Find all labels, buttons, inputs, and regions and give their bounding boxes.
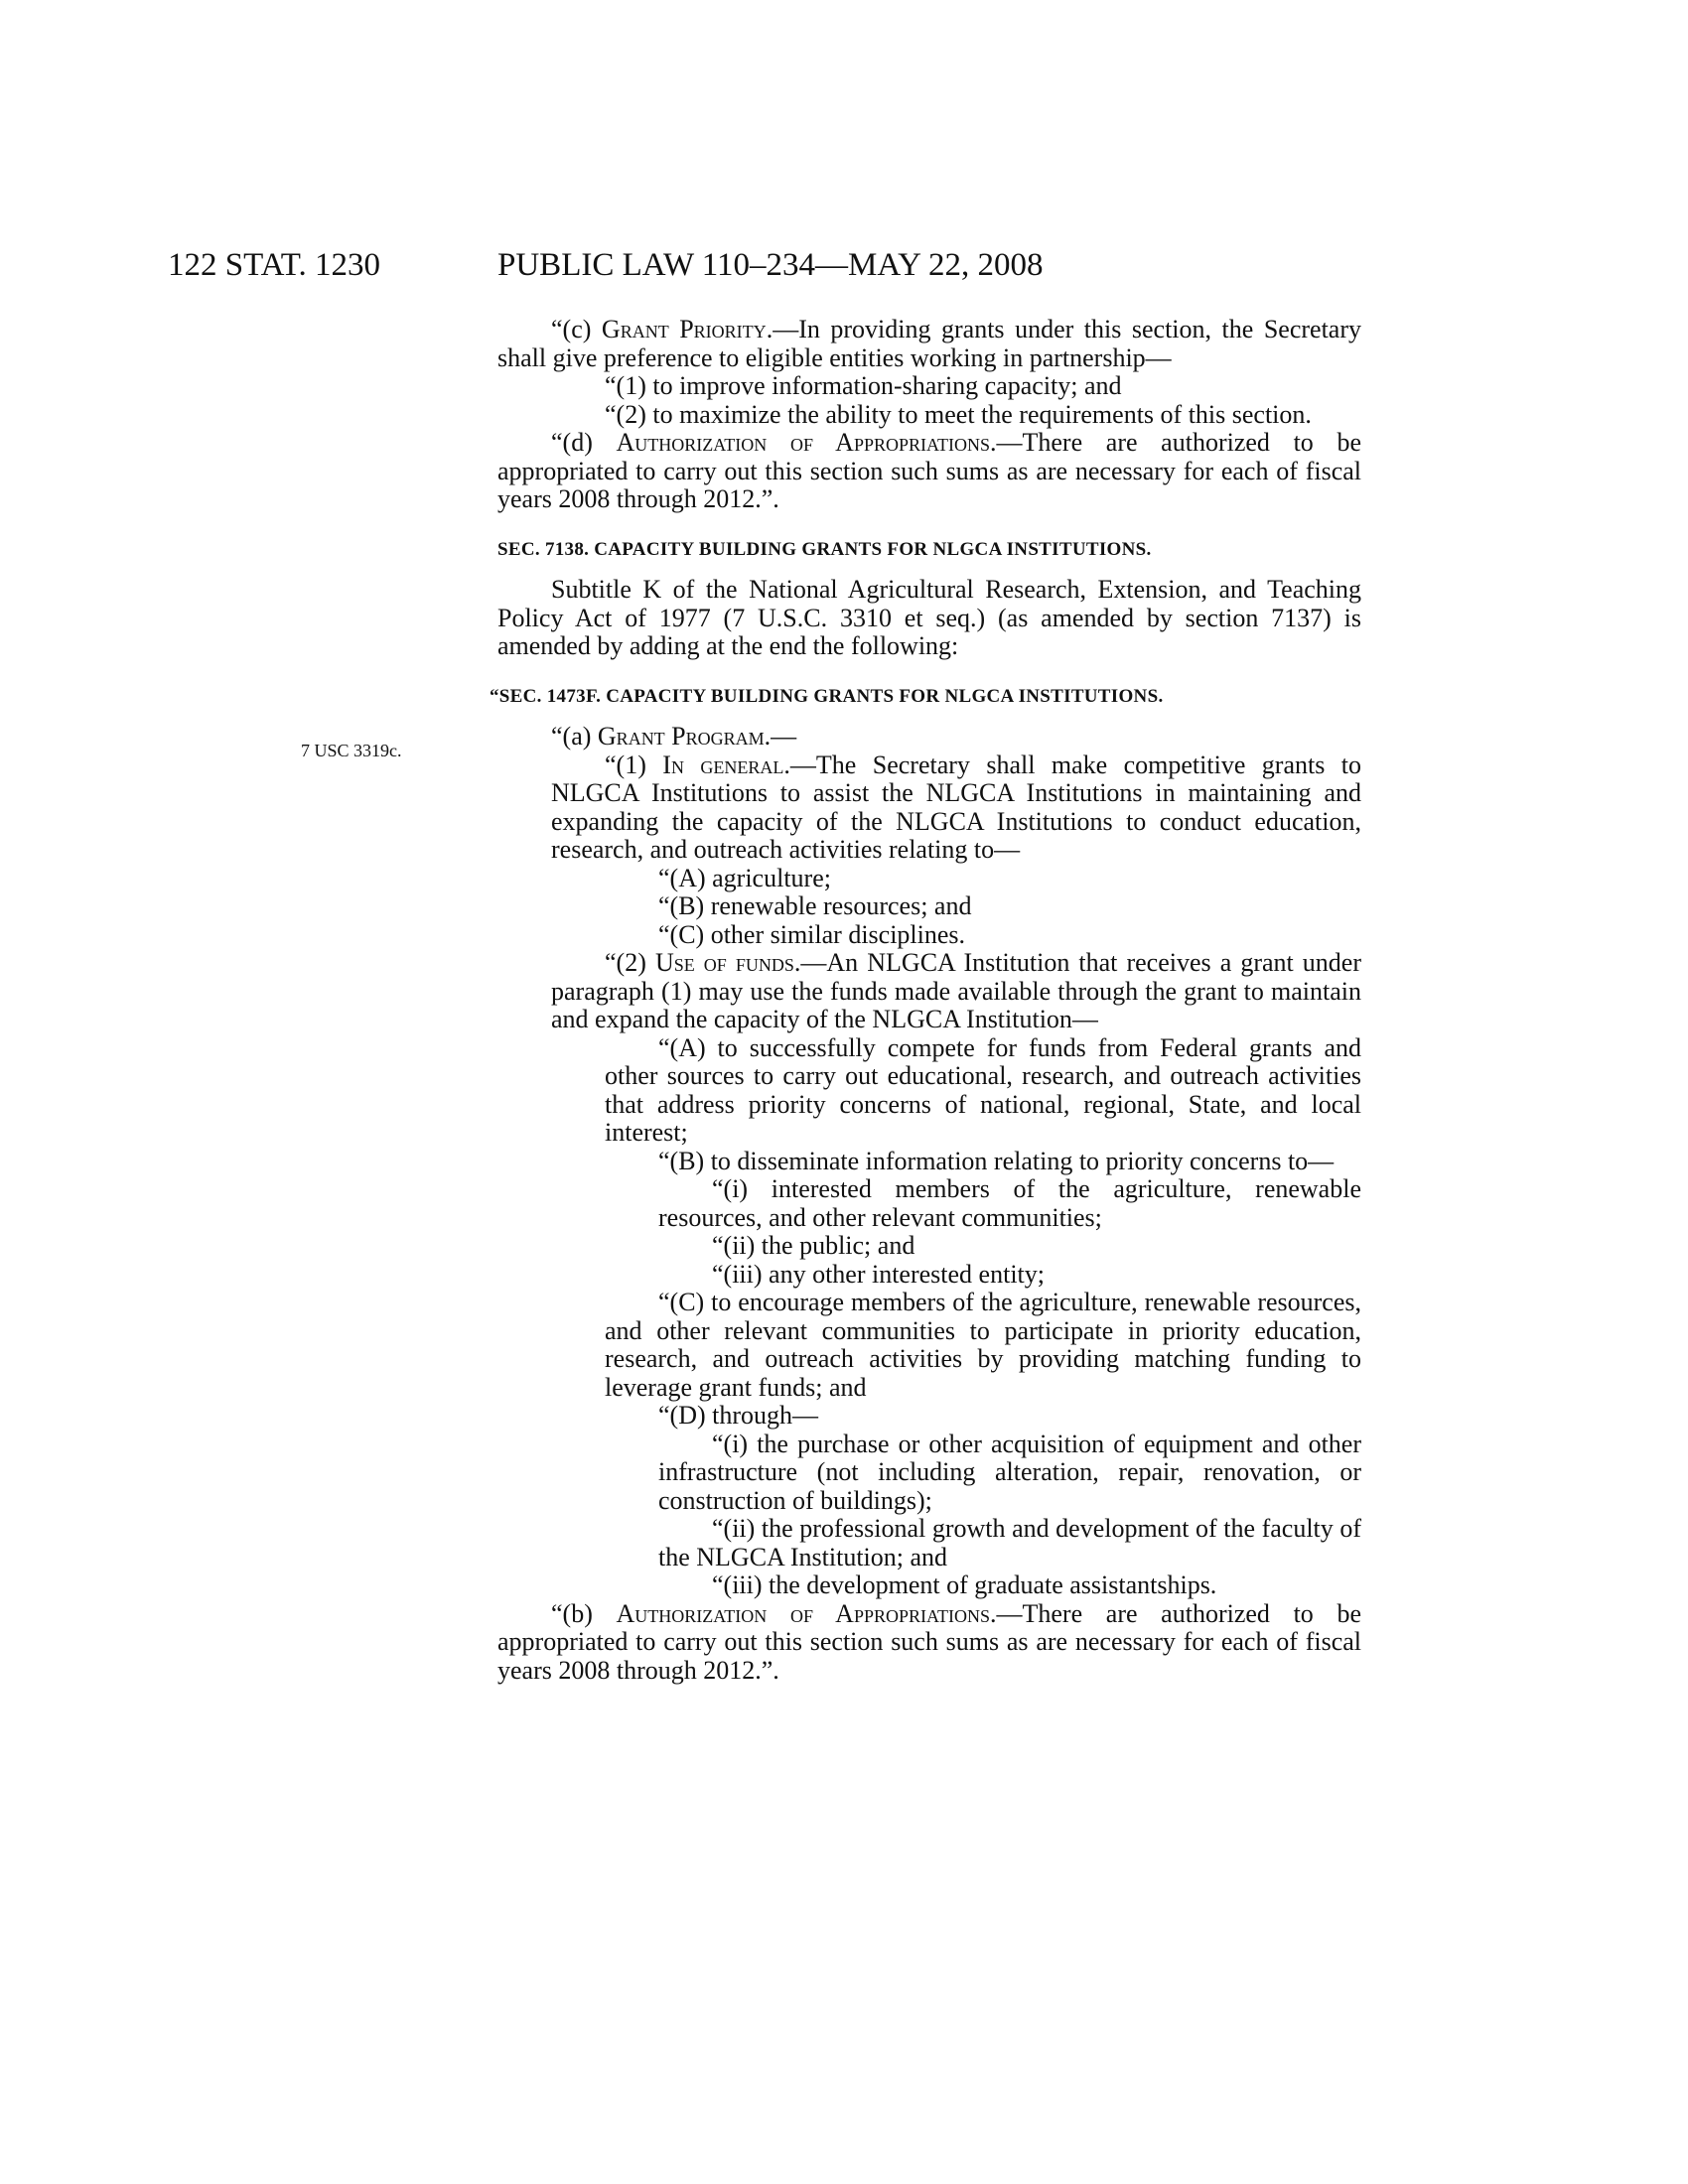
paragraph-a1-in-general: “(1) In general.—The Secretary shall make competitive grants to NLGCA Institutions to assist the NLGCA Institutions in maintaining and expanding the capacity of the NLGCA Institutions to conduct education, research, and outreach activities relating to— bbox=[551, 750, 1361, 864]
paragraph-a2-D-iii: “(iii) the development of graduate assistantships. bbox=[712, 1570, 1217, 1599]
paragraph-c1: “(1) to improve information-sharing capacity; and bbox=[605, 371, 1122, 400]
paragraph-a2-B-i: “(i) interested members of the agriculture, renewable resources, and other relevant communities; bbox=[658, 1174, 1361, 1232]
paragraph-a2-B-iii: “(iii) any other interested entity; bbox=[712, 1259, 1045, 1289]
paragraph-b-authorization: “(b) Authorization of Appropriations.—There are authorized to be appropriated to carry out this section such sums as are necessary for each of fiscal years 2008 through 2012.”. bbox=[497, 1598, 1361, 1685]
paragraph-a1-A: “(A) agriculture; bbox=[658, 863, 831, 892]
paragraph-c2: “(2) to maximize the ability to meet the requirements of this section. bbox=[605, 399, 1312, 429]
margin-note-usc-citation: 7 USC 3319c. bbox=[301, 741, 402, 760]
paragraph-amendment-intro: Subtitle K of the National Agricultural Research, Extension, and Teaching Policy Act of 1977 (7 U.S.C. 3310 et seq.) (as amended by section 7137) is amended by adding at the end the following: bbox=[497, 575, 1361, 660]
paragraph-a2-use-of-funds: “(2) Use of funds.—An NLGCA Institution that receives a grant under paragraph (1) may use the funds made available through the grant to maintain and expand the capacity of the NLGCA Institution— bbox=[551, 948, 1362, 1033]
document-body bbox=[490, 315, 1362, 1685]
paragraph-a2-B-ii: “(ii) the public; and bbox=[712, 1231, 915, 1260]
paragraph-a1-B: “(B) renewable resources; and bbox=[658, 891, 972, 920]
stat-page-reference: 122 STAT. 1230 bbox=[168, 247, 381, 283]
paragraph-a2-D-i: “(i) the purchase or other acquisition of equipment and other infrastructure (not including alteration, repair, renovation, or construction of buildings); bbox=[658, 1429, 1361, 1515]
section-heading-1473f: “SEC. 1473F. CAPACITY BUILDING GRANTS FOR NLGCA INSTITUTIONS. bbox=[490, 685, 1164, 707]
paragraph-a2-C: “(C) to encourage members of the agriculture, renewable resources, and other relevant communities to participate in priority education, research, and outreach activities by providing matching funding to leverage grant funds; and bbox=[605, 1288, 1361, 1402]
paragraph-a-grant-program: “(a) Grant Program.— bbox=[551, 722, 797, 751]
paragraph-a2-D: “(D) through— bbox=[658, 1401, 819, 1430]
paragraph-a2-B: “(B) to disseminate information relating to priority concerns to— bbox=[658, 1146, 1335, 1175]
paragraph-a2-A: “(A) to successfully compete for funds from Federal grants and other sources to carry out educational, research, and outreach activities that address priority concerns of national, regional, State, and local interest; bbox=[605, 1032, 1361, 1147]
paragraph-a2-D-ii: “(ii) the professional growth and development of the faculty of the NLGCA Institution; and bbox=[658, 1514, 1361, 1571]
paragraph-d-authorization: “(d) Authorization of Appropriations.—There are authorized to be appropriated to carry out this section such sums as are necessary for each of fiscal years 2008 through 2012.”. bbox=[497, 428, 1361, 513]
running-head: PUBLIC LAW 110–234—MAY 22, 2008 bbox=[497, 247, 1044, 283]
paragraph-c-grant-priority: “(c) Grant Priority.—In providing grants under this section, the Secretary shall give preference to eligible entities working in partnership— bbox=[497, 315, 1361, 372]
section-heading-7138: SEC. 7138. CAPACITY BUILDING GRANTS FOR NLGCA INSTITUTIONS. bbox=[497, 538, 1152, 560]
paragraph-a1-C: “(C) other similar disciplines. bbox=[658, 919, 966, 949]
